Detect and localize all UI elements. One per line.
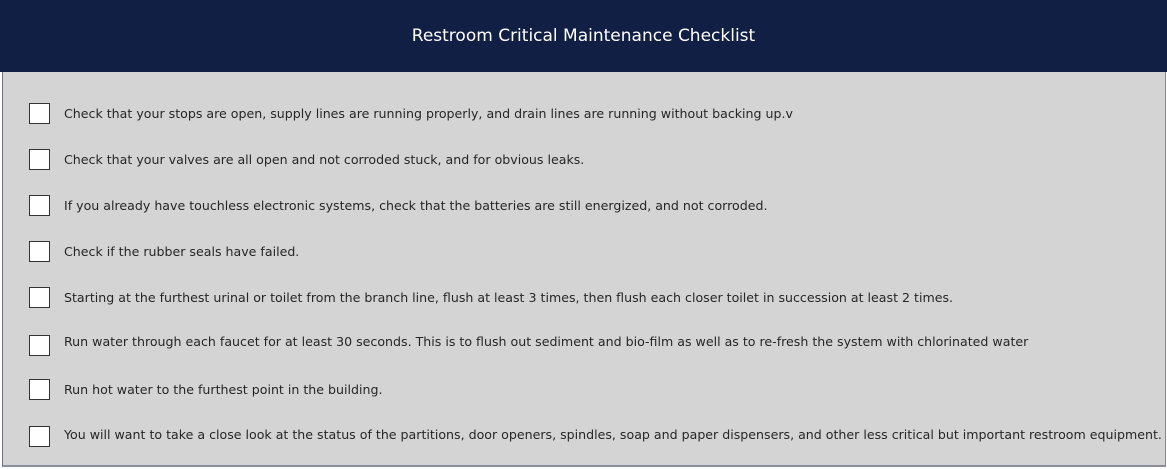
checkbox[interactable] bbox=[29, 379, 50, 400]
checkbox[interactable] bbox=[29, 103, 50, 124]
checklist-item-label: Starting at the furthest urinal or toilet from the branch line, flush at least 3 times, then flush each closer toilet in succession at least 2 times. bbox=[64, 289, 954, 305]
checklist-item-label: Check that your valves are all open and not corroded stuck, and for obvious leaks. bbox=[64, 151, 585, 167]
checklist-item-label: If you already have touchless electronic systems, check that the batteries are still energized, and not corroded. bbox=[64, 197, 768, 213]
checklist-item-label: Check that your stops are open, supply lines are running properly, and drain lines are running without backing up.v bbox=[64, 105, 793, 121]
checklist-item[interactable] bbox=[29, 193, 767, 217]
checklist-header bbox=[0, 0, 1167, 72]
checklist-item-label: You will want to take a close look at the status of the partitions, door openers, spindles, soap and paper dispensers, and other less critical but important restroom equipment. bbox=[64, 426, 1162, 442]
checklist-item-label: Run water through each faucet for at least 30 seconds. This is to flush out sediment and bio-film as well as to re-fresh the system with chlorinated water bbox=[64, 333, 1029, 349]
checkbox[interactable] bbox=[29, 241, 50, 262]
checklist-item[interactable] bbox=[29, 101, 793, 125]
checkbox[interactable] bbox=[29, 287, 50, 308]
checklist-panel bbox=[2, 72, 1166, 467]
page-title: Restroom Critical Maintenance Checklist bbox=[411, 26, 756, 46]
checkbox[interactable] bbox=[29, 335, 50, 356]
checklist-item[interactable] bbox=[29, 147, 584, 171]
checkbox[interactable] bbox=[29, 426, 50, 447]
checklist-item[interactable] bbox=[29, 333, 1028, 357]
checklist-item[interactable] bbox=[29, 424, 1162, 448]
checkbox[interactable] bbox=[29, 195, 50, 216]
checklist-item[interactable] bbox=[29, 285, 953, 309]
checkbox[interactable] bbox=[29, 149, 50, 170]
checklist-item-label: Check if the rubber seals have failed. bbox=[64, 243, 300, 259]
checklist-item[interactable] bbox=[29, 239, 299, 263]
checklist-item-label: Run hot water to the furthest point in the building. bbox=[64, 381, 383, 397]
checklist-item[interactable] bbox=[29, 377, 382, 401]
